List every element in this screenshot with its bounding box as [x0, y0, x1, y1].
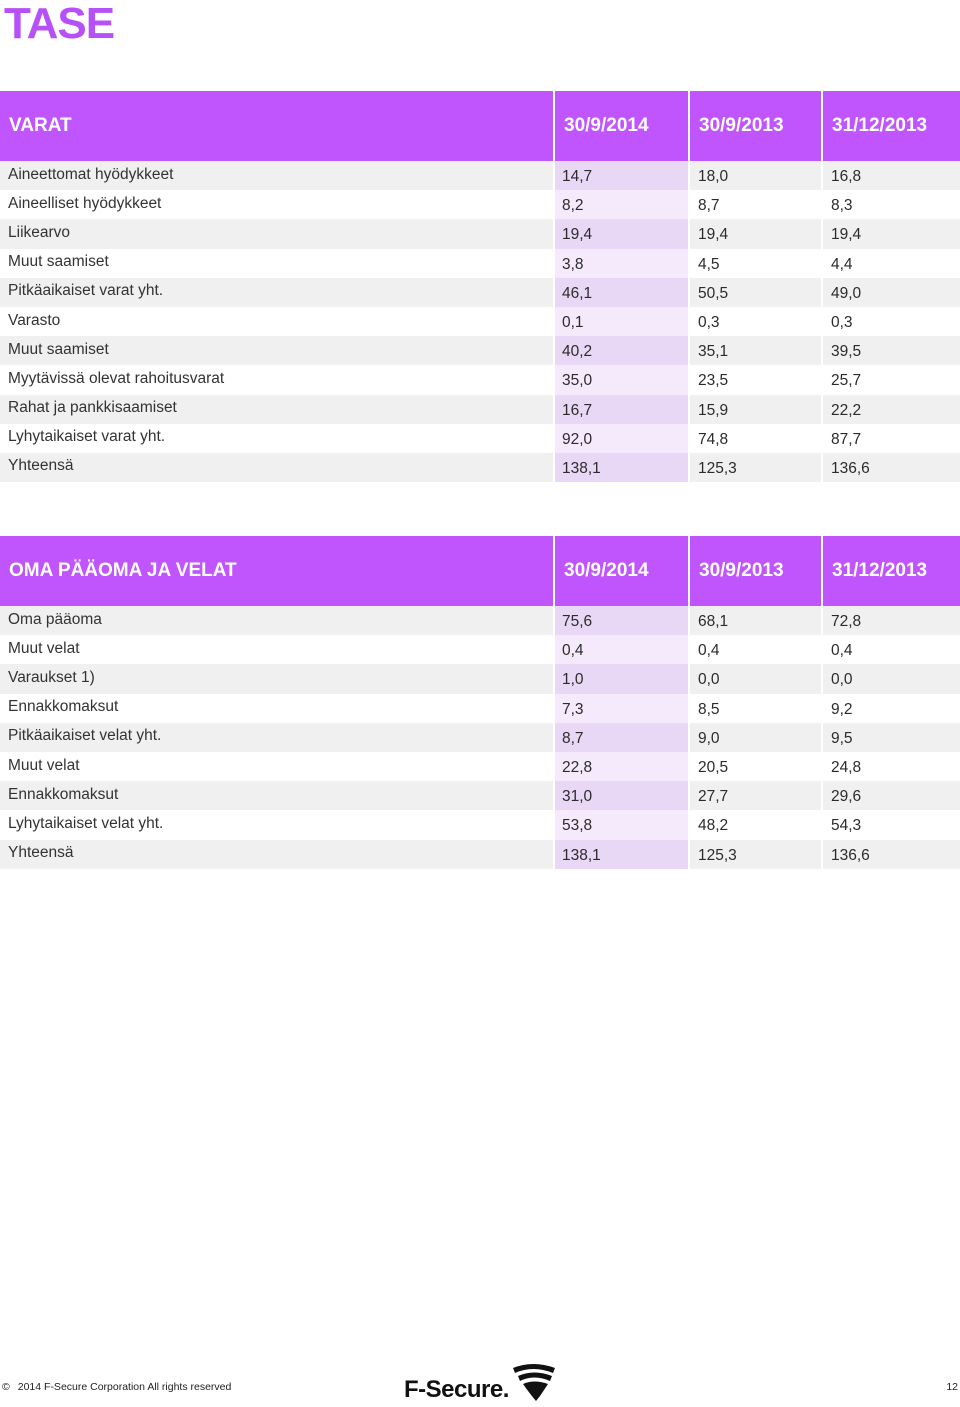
row-label: Varasto [0, 307, 553, 336]
row-label: Liikearvo [0, 219, 553, 248]
row-value: 0,4 [823, 635, 960, 664]
row-label: Yhteensä [0, 840, 553, 869]
row-label: Yhteensä [0, 453, 553, 482]
logo-shield-icon [510, 1362, 556, 1402]
row-value: 0,0 [823, 664, 960, 693]
header-date: 30/9/2014 [555, 91, 688, 161]
row-value: 8,7 [555, 723, 688, 752]
row-value: 0,0 [690, 664, 821, 693]
row-label: Muut saamiset [0, 336, 553, 365]
row-value: 19,4 [555, 219, 688, 248]
row-label: Lyhytaikaiset velat yht. [0, 810, 553, 839]
table-row [0, 453, 960, 482]
row-value: 125,3 [690, 840, 821, 869]
table-row [0, 365, 960, 394]
row-value: 24,8 [823, 752, 960, 781]
row-value: 48,2 [690, 810, 821, 839]
row-value: 136,6 [823, 840, 960, 869]
row-value: 25,7 [823, 365, 960, 394]
row-value: 39,5 [823, 336, 960, 365]
row-value: 72,8 [823, 606, 960, 635]
header-label: VARAT [0, 91, 553, 161]
table-row [0, 190, 960, 219]
row-label: Pitkäaikaiset velat yht. [0, 723, 553, 752]
row-value: 1,0 [555, 664, 688, 693]
row-value: 22,2 [823, 395, 960, 424]
row-label: Rahat ja pankkisaamiset [0, 395, 553, 424]
row-label: Varaukset 1) [0, 664, 553, 693]
row-value: 9,2 [823, 694, 960, 723]
row-value: 0,4 [555, 635, 688, 664]
row-label: Muut saamiset [0, 249, 553, 278]
row-value: 0,3 [823, 307, 960, 336]
row-label: Muut velat [0, 752, 553, 781]
row-value: 7,3 [555, 694, 688, 723]
row-value: 8,2 [555, 190, 688, 219]
row-value: 138,1 [555, 453, 688, 482]
table-row [0, 336, 960, 365]
row-value: 54,3 [823, 810, 960, 839]
row-value: 19,4 [823, 219, 960, 248]
row-value: 23,5 [690, 365, 821, 394]
row-value: 49,0 [823, 278, 960, 307]
equity-liabilities-table [0, 536, 960, 869]
row-value: 40,2 [555, 336, 688, 365]
row-label: Ennakkomaksut [0, 694, 553, 723]
row-value: 75,6 [555, 606, 688, 635]
row-value: 53,8 [555, 810, 688, 839]
row-value: 0,3 [690, 307, 821, 336]
row-value: 16,7 [555, 395, 688, 424]
row-value: 68,1 [690, 606, 821, 635]
table-row [0, 249, 960, 278]
row-label: Muut velat [0, 635, 553, 664]
f-secure-logo [404, 1362, 564, 1407]
copyright [2, 1381, 231, 1393]
header-date: 31/12/2013 [823, 91, 960, 161]
table-row [0, 606, 960, 635]
row-value: 136,6 [823, 453, 960, 482]
row-value: 4,4 [823, 249, 960, 278]
logo-text: F-Secure. [404, 1376, 509, 1403]
row-value: 9,5 [823, 723, 960, 752]
row-value: 74,8 [690, 424, 821, 453]
header-date: 30/9/2013 [690, 91, 821, 161]
assets-table [0, 91, 960, 482]
row-value: 16,8 [823, 161, 960, 190]
table-row [0, 278, 960, 307]
row-label: Ennakkomaksut [0, 781, 553, 810]
table-row [0, 694, 960, 723]
row-value: 0,4 [690, 635, 821, 664]
row-value: 8,5 [690, 694, 821, 723]
table-row [0, 635, 960, 664]
row-value: 35,0 [555, 365, 688, 394]
row-value: 35,1 [690, 336, 821, 365]
row-value: 22,8 [555, 752, 688, 781]
row-value: 87,7 [823, 424, 960, 453]
table-row [0, 664, 960, 693]
table-row [0, 219, 960, 248]
table-row [0, 840, 960, 869]
row-label: Myytävissä olevat rahoitusvarat [0, 365, 553, 394]
row-value: 14,7 [555, 161, 688, 190]
row-label: Aineelliset hyödykkeet [0, 190, 553, 219]
row-value: 27,7 [690, 781, 821, 810]
row-value: 8,7 [690, 190, 821, 219]
page-title: TASE [4, 0, 115, 48]
row-value: 20,5 [690, 752, 821, 781]
row-value: 8,3 [823, 190, 960, 219]
header-label: OMA PÄÄOMA JA VELAT [0, 536, 553, 606]
row-value: 3,8 [555, 249, 688, 278]
row-value: 0,1 [555, 307, 688, 336]
header-date: 30/9/2013 [690, 536, 821, 606]
row-value: 92,0 [555, 424, 688, 453]
table-row [0, 161, 960, 190]
row-value: 50,5 [690, 278, 821, 307]
row-value: 29,6 [823, 781, 960, 810]
row-value: 9,0 [690, 723, 821, 752]
row-value: 15,9 [690, 395, 821, 424]
row-label: Aineettomat hyödykkeet [0, 161, 553, 190]
table-row [0, 307, 960, 336]
row-label: Pitkäaikaiset varat yht. [0, 278, 553, 307]
page-footer [0, 1362, 960, 1407]
copyright-symbol: © [2, 1381, 10, 1393]
table-header [0, 536, 960, 606]
row-value: 138,1 [555, 840, 688, 869]
copyright-text: 2014 F-Secure Corporation All rights reserved [17, 1381, 232, 1393]
header-date: 30/9/2014 [555, 536, 688, 606]
table-row [0, 395, 960, 424]
table-row [0, 424, 960, 453]
row-value: 46,1 [555, 278, 688, 307]
row-label: Lyhytaikaiset varat yht. [0, 424, 553, 453]
row-value: 4,5 [690, 249, 821, 278]
table-row [0, 723, 960, 752]
row-value: 19,4 [690, 219, 821, 248]
table-header [0, 91, 960, 161]
row-value: 31,0 [555, 781, 688, 810]
row-value: 125,3 [690, 453, 821, 482]
row-value: 18,0 [690, 161, 821, 190]
header-date: 31/12/2013 [823, 536, 960, 606]
table-row [0, 781, 960, 810]
page-number: 12 [946, 1381, 958, 1393]
table-row [0, 810, 960, 839]
row-label: Oma pääoma [0, 606, 553, 635]
table-row [0, 752, 960, 781]
